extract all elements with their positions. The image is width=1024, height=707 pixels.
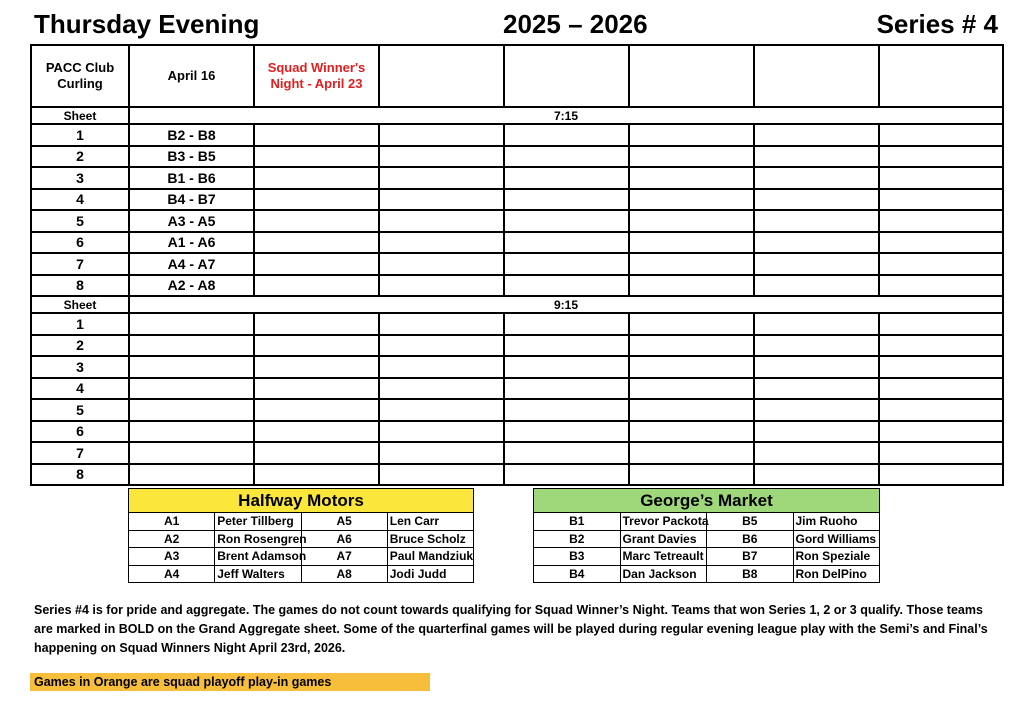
- game-cell: [379, 464, 504, 486]
- game-cell: [379, 210, 504, 232]
- game-cell: [379, 146, 504, 168]
- game-cell: [629, 356, 754, 378]
- sheet-number: 8: [31, 275, 129, 297]
- game-cell: [629, 124, 754, 146]
- skip-name: Ron Rosengren: [215, 530, 301, 548]
- game-cell: [879, 356, 1003, 378]
- game-cell: B1 - B6: [129, 167, 254, 189]
- game-cell: [629, 275, 754, 297]
- game-cell: [254, 313, 379, 335]
- game-cell: B3 - B5: [129, 146, 254, 168]
- game-cell: [129, 464, 254, 486]
- game-cell: [129, 356, 254, 378]
- sheet-number: 8: [31, 464, 129, 486]
- game-cell: [379, 356, 504, 378]
- skip-name: Trevor Packota: [620, 513, 707, 531]
- game-cell: [254, 399, 379, 421]
- team-code: A2: [129, 530, 215, 548]
- skip-name: Peter Tillberg: [215, 513, 301, 531]
- game-cell: [379, 232, 504, 254]
- season-label: 2025 – 2026: [503, 9, 648, 39]
- table-row: [31, 189, 1003, 211]
- sheet-number: 2: [31, 335, 129, 357]
- game-cell: [504, 378, 629, 400]
- team-code: A8: [301, 565, 387, 583]
- table-row: [31, 124, 1003, 146]
- team-title-row: [129, 489, 474, 513]
- game-cell: [754, 378, 879, 400]
- game-cell: [504, 275, 629, 297]
- skip-name: Jeff Walters: [215, 565, 301, 583]
- game-cell: A4 - A7: [129, 253, 254, 275]
- game-cell: [754, 189, 879, 211]
- game-cell: [754, 335, 879, 357]
- game-cell: [879, 464, 1003, 486]
- game-cell: [754, 124, 879, 146]
- game-cell: [254, 189, 379, 211]
- team-code: A7: [301, 548, 387, 566]
- team-code: A4: [129, 565, 215, 583]
- game-cell: [129, 378, 254, 400]
- game-cell: [629, 464, 754, 486]
- time-row: [31, 296, 1003, 313]
- team-code: B8: [707, 565, 794, 583]
- game-cell: A2 - A8: [129, 275, 254, 297]
- sheet-number: 7: [31, 253, 129, 275]
- table-row: [31, 253, 1003, 275]
- game-cell: [629, 313, 754, 335]
- roster-row: [534, 530, 880, 548]
- team-georges-market: [533, 488, 880, 583]
- game-cell: [504, 442, 629, 464]
- game-cell: [504, 210, 629, 232]
- sheet-number: 6: [31, 421, 129, 443]
- skip-name: Jodi Judd: [387, 565, 473, 583]
- skip-name: Bruce Scholz: [387, 530, 473, 548]
- game-cell: [254, 378, 379, 400]
- game-cell: [254, 356, 379, 378]
- game-cell: [379, 167, 504, 189]
- sheet-number: 7: [31, 442, 129, 464]
- date-column-header: [504, 45, 629, 107]
- game-cell: [879, 335, 1003, 357]
- team-code: A5: [301, 513, 387, 531]
- schedule-table: [30, 44, 1004, 486]
- game-cell: [754, 442, 879, 464]
- game-cell: [629, 146, 754, 168]
- game-cell: [629, 442, 754, 464]
- table-row: [31, 464, 1003, 486]
- sheet-number: 5: [31, 399, 129, 421]
- sheet-number: 4: [31, 378, 129, 400]
- team-code: B7: [707, 548, 794, 566]
- game-cell: [254, 232, 379, 254]
- game-cell: [379, 189, 504, 211]
- game-cell: [129, 421, 254, 443]
- game-cell: A3 - A5: [129, 210, 254, 232]
- game-cell: [504, 313, 629, 335]
- skip-name: Len Carr: [387, 513, 473, 531]
- game-cell: [754, 146, 879, 168]
- game-cell: [629, 421, 754, 443]
- date-column-header: [754, 45, 879, 107]
- club-label: PACC Club Curling: [31, 45, 129, 107]
- game-cell: [754, 399, 879, 421]
- game-cell: [504, 189, 629, 211]
- game-cell: [504, 464, 629, 486]
- sheet-number: 1: [31, 124, 129, 146]
- table-row: [31, 399, 1003, 421]
- table-row: [31, 313, 1003, 335]
- table-row: [31, 146, 1003, 168]
- game-cell: [879, 232, 1003, 254]
- game-cell: [254, 464, 379, 486]
- game-cell: [254, 210, 379, 232]
- game-cell: [879, 421, 1003, 443]
- legend-orange: Games in Orange are squad playoff play-in games: [30, 673, 430, 691]
- game-cell: [754, 421, 879, 443]
- table-row: [31, 210, 1003, 232]
- date-column-header: [879, 45, 1003, 107]
- team-title-row: [534, 489, 880, 513]
- game-cell: [379, 399, 504, 421]
- team-code: B4: [534, 565, 621, 583]
- game-cell: [754, 313, 879, 335]
- game-cell: [504, 399, 629, 421]
- game-cell: [254, 335, 379, 357]
- team-code: A3: [129, 548, 215, 566]
- skip-name: Marc Tetreault: [620, 548, 707, 566]
- team-title: Halfway Motors: [129, 489, 474, 513]
- schedule-header-row: [31, 45, 1003, 107]
- roster-row: [534, 513, 880, 531]
- game-cell: [879, 146, 1003, 168]
- game-cell: [504, 253, 629, 275]
- game-cell: [504, 167, 629, 189]
- game-cell: [379, 253, 504, 275]
- game-cell: [879, 442, 1003, 464]
- game-cell: [129, 399, 254, 421]
- team-code: B2: [534, 530, 621, 548]
- skip-name: Paul Mandziuk: [387, 548, 473, 566]
- game-cell: [754, 232, 879, 254]
- skip-name: Gord Williams: [793, 530, 880, 548]
- table-row: [31, 232, 1003, 254]
- game-cell: [754, 356, 879, 378]
- game-cell: [754, 210, 879, 232]
- team-code: B6: [707, 530, 794, 548]
- game-cell: [754, 275, 879, 297]
- sheet-number: 3: [31, 167, 129, 189]
- date-column-header: [629, 45, 754, 107]
- game-cell: [254, 167, 379, 189]
- series-note: Series #4 is for pride and aggregate. The games do not count towards qualifying for Squad Winner’s Night. Teams that won Series 1, 2 or 3 qualify. Those teams are marked in BOLD on the Grand Aggregate sheet. Some of the quarterfinal games will be played during regular evening league play with the Semi’s and Final’s happening on Squad Winners Night April 23rd, 2026.: [34, 603, 988, 655]
- game-cell: [629, 378, 754, 400]
- draw-time: 9:15: [129, 296, 1003, 313]
- time-row: [31, 107, 1003, 124]
- sheet-number: 6: [31, 232, 129, 254]
- sheet-number: 4: [31, 189, 129, 211]
- table-row: [31, 442, 1003, 464]
- table-row: [31, 335, 1003, 357]
- game-cell: [379, 421, 504, 443]
- sheet-number: 2: [31, 146, 129, 168]
- game-cell: [879, 124, 1003, 146]
- game-cell: [254, 442, 379, 464]
- game-cell: [254, 275, 379, 297]
- team-title: George’s Market: [534, 489, 880, 513]
- sheet-header: Sheet: [31, 296, 129, 313]
- skip-name: Ron Speziale: [793, 548, 880, 566]
- table-row: [31, 275, 1003, 297]
- table-row: [31, 421, 1003, 443]
- game-cell: [379, 378, 504, 400]
- table-row: [31, 356, 1003, 378]
- game-cell: [629, 335, 754, 357]
- game-cell: [379, 275, 504, 297]
- roster-row: [534, 565, 880, 583]
- game-cell: [379, 313, 504, 335]
- game-cell: [254, 146, 379, 168]
- team-code: B1: [534, 513, 621, 531]
- date-column-header: Squad Winner's Night - April 23: [254, 45, 379, 107]
- game-cell: [879, 167, 1003, 189]
- game-cell: [879, 313, 1003, 335]
- sheet-number: 3: [31, 356, 129, 378]
- team-code: B3: [534, 548, 621, 566]
- sheet-number: 5: [31, 210, 129, 232]
- game-cell: [379, 335, 504, 357]
- game-cell: [879, 189, 1003, 211]
- skip-name: Brent Adamson: [215, 548, 301, 566]
- game-cell: [504, 146, 629, 168]
- game-cell: [754, 253, 879, 275]
- date-column-header: [379, 45, 504, 107]
- game-cell: [629, 167, 754, 189]
- game-cell: [379, 442, 504, 464]
- game-cell: [879, 210, 1003, 232]
- game-cell: A1 - A6: [129, 232, 254, 254]
- game-cell: [629, 189, 754, 211]
- sheet-header: Sheet: [31, 107, 129, 124]
- game-cell: [129, 335, 254, 357]
- game-cell: [504, 232, 629, 254]
- roster-row: [129, 548, 474, 566]
- roster-row: [534, 548, 880, 566]
- roster-row: [129, 565, 474, 583]
- game-cell: [504, 335, 629, 357]
- team-code: A6: [301, 530, 387, 548]
- page-title: Thursday Evening: [34, 9, 260, 39]
- team-code: B5: [707, 513, 794, 531]
- date-column-header: April 16: [129, 45, 254, 107]
- skip-name: Dan Jackson: [620, 565, 707, 583]
- team-code: A1: [129, 513, 215, 531]
- game-cell: [504, 124, 629, 146]
- game-cell: [879, 275, 1003, 297]
- game-cell: [754, 464, 879, 486]
- skip-name: Grant Davies: [620, 530, 707, 548]
- game-cell: [879, 399, 1003, 421]
- table-row: [31, 167, 1003, 189]
- game-cell: [254, 421, 379, 443]
- game-cell: [629, 232, 754, 254]
- draw-time: 7:15: [129, 107, 1003, 124]
- game-cell: [879, 253, 1003, 275]
- game-cell: [129, 313, 254, 335]
- game-cell: B2 - B8: [129, 124, 254, 146]
- game-cell: [379, 124, 504, 146]
- series-label: Series # 4: [876, 9, 998, 39]
- sheet-number: 1: [31, 313, 129, 335]
- table-row: [31, 378, 1003, 400]
- game-cell: [879, 378, 1003, 400]
- roster-row: [129, 530, 474, 548]
- game-cell: [129, 442, 254, 464]
- team-halfway-motors: [128, 488, 474, 583]
- game-cell: [504, 421, 629, 443]
- game-cell: [629, 399, 754, 421]
- game-cell: [504, 356, 629, 378]
- game-cell: [254, 253, 379, 275]
- game-cell: [254, 124, 379, 146]
- skip-name: Jim Ruoho: [793, 513, 880, 531]
- game-cell: B4 - B7: [129, 189, 254, 211]
- skip-name: Ron DelPino: [793, 565, 880, 583]
- game-cell: [629, 253, 754, 275]
- game-cell: [754, 167, 879, 189]
- roster-row: [129, 513, 474, 531]
- game-cell: [629, 210, 754, 232]
